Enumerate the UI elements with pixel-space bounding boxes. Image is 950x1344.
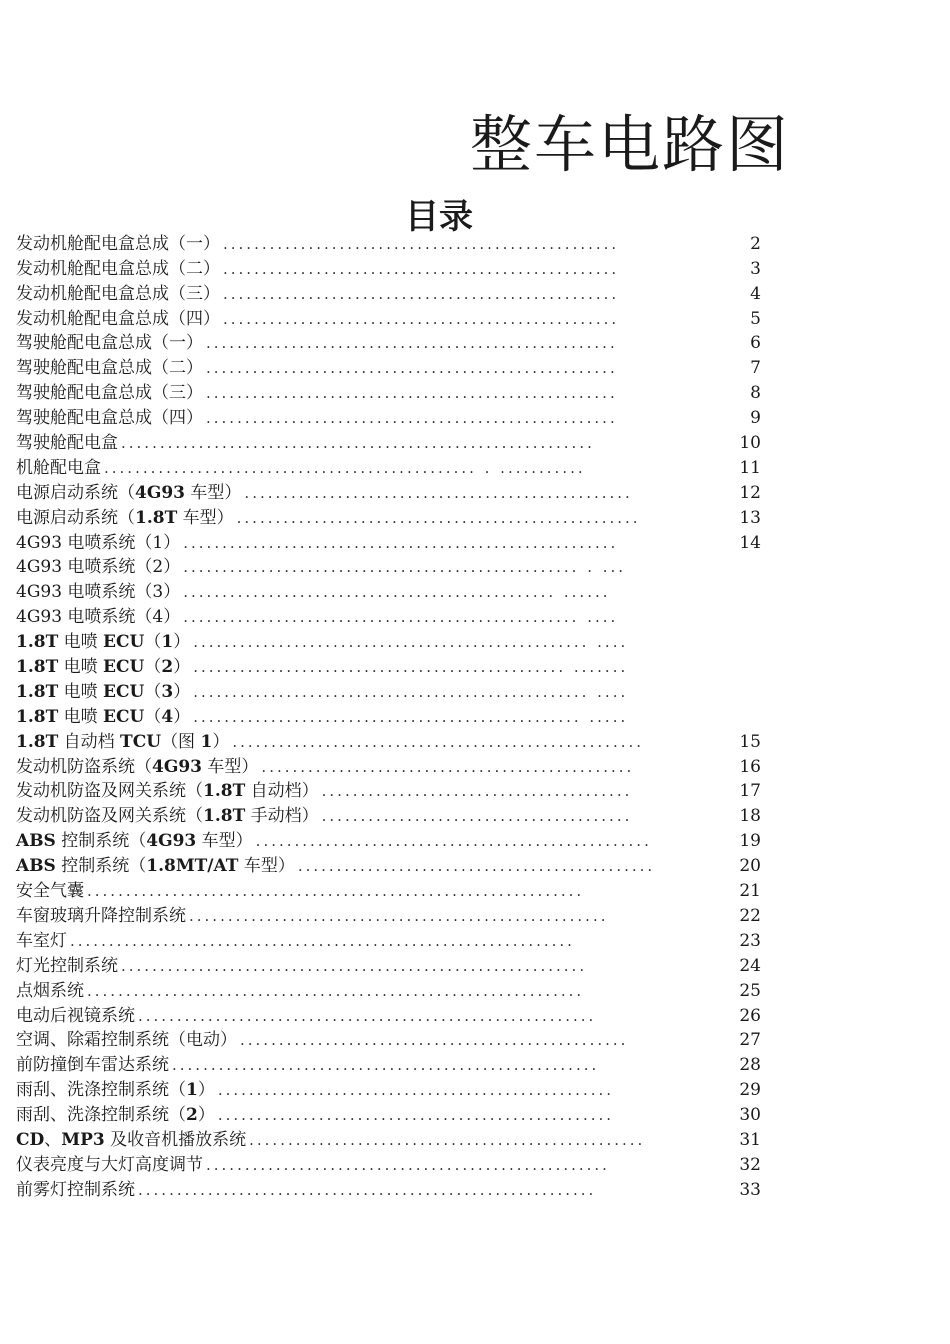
toc-page-number: 3 bbox=[750, 258, 761, 279]
toc-entry-label: 驾驶舱配电盒总成（四） bbox=[16, 408, 203, 429]
toc-leader-dots: ...................................................... bbox=[189, 906, 609, 925]
toc-entry-label: 1.8T 电喷 ECU（4） bbox=[16, 706, 191, 727]
toc-leader-dots: .................................................. ..... bbox=[193, 707, 629, 726]
toc-entry-label: 发动机舱配电盒总成（二） bbox=[16, 258, 220, 279]
toc-entry-label: 电动后视镜系统 bbox=[16, 1005, 135, 1026]
toc-page-number: 7 bbox=[750, 358, 761, 379]
toc-leader-dots: ................................................ bbox=[261, 757, 635, 776]
toc-entry-label: 1.8T 电喷 ECU（2） bbox=[16, 657, 191, 678]
toc-entry-label: 安全气囊 bbox=[16, 881, 84, 902]
toc-leader-dots: ................................................... bbox=[249, 1130, 646, 1149]
toc-entry-label: 发动机舱配电盒总成（四） bbox=[16, 308, 220, 329]
toc-page-number: 8 bbox=[750, 383, 761, 404]
toc-page-number: 13 bbox=[739, 507, 761, 528]
toc-entry-label: 1.8T 电喷 ECU（3） bbox=[16, 681, 191, 702]
toc-leader-dots: ....................................................... bbox=[172, 1056, 600, 1075]
toc-leader-dots: .................................................... bbox=[206, 1155, 610, 1174]
toc-entry-label: 发动机防盗系统（4G93 车型） bbox=[16, 756, 259, 777]
toc-leader-dots: ..................................................... bbox=[206, 334, 618, 353]
toc-entry[interactable] bbox=[16, 1026, 761, 1051]
toc-entry[interactable] bbox=[16, 752, 761, 777]
toc-leader-dots: ................................................ ...... bbox=[183, 583, 611, 602]
toc-leader-dots: ............................................................ bbox=[121, 956, 588, 975]
toc-page-number: 29 bbox=[739, 1080, 761, 1101]
toc-leader-dots: .................................................... bbox=[236, 508, 641, 527]
toc-entry-label: 雨刮、洗涤控制系统（1） bbox=[16, 1080, 215, 1101]
toc-entry[interactable] bbox=[16, 453, 761, 478]
toc-page-number: 25 bbox=[739, 980, 761, 1001]
toc-entry[interactable] bbox=[16, 403, 761, 428]
toc-entry-label: 驾驶舱配电盒总成（三） bbox=[16, 383, 203, 404]
toc-entry[interactable] bbox=[16, 478, 761, 503]
toc-page-number: 20 bbox=[739, 856, 761, 877]
toc-leader-dots: ........................................................... bbox=[138, 1006, 597, 1025]
page-title: 整车电路图 bbox=[470, 107, 791, 181]
toc-leader-dots: ............................................................. bbox=[121, 434, 595, 453]
toc-entry[interactable] bbox=[16, 528, 761, 553]
toc-page-number: 5 bbox=[750, 308, 761, 329]
toc-entry[interactable] bbox=[16, 1175, 761, 1200]
toc-page-number: 26 bbox=[739, 1005, 761, 1026]
toc-entry-label: 驾驶舱配电盒总成（二） bbox=[16, 358, 203, 379]
toc-entry[interactable] bbox=[16, 627, 761, 652]
toc-entry-label: 发动机防盗及网关系统（1.8T 自动档） bbox=[16, 781, 319, 802]
toc-leader-dots: ................................................................ bbox=[87, 882, 585, 901]
toc-entry[interactable] bbox=[16, 826, 761, 851]
toc-leader-dots: ................................................... .... bbox=[193, 682, 629, 701]
toc-leader-dots: ................................................... bbox=[223, 234, 620, 253]
toc-leader-dots: ................................................... bbox=[223, 284, 620, 303]
toc-entry[interactable] bbox=[16, 1100, 761, 1125]
toc-entry[interactable] bbox=[16, 254, 761, 279]
toc-leader-dots: ................................................... bbox=[217, 1106, 615, 1125]
toc-page-number: 4 bbox=[750, 283, 761, 304]
toc-entry[interactable] bbox=[16, 926, 761, 951]
toc-entry[interactable] bbox=[16, 727, 761, 752]
toc-heading: 目录 bbox=[405, 197, 473, 238]
toc-page-number: 15 bbox=[739, 731, 761, 752]
toc-entry[interactable] bbox=[16, 553, 761, 578]
toc-entry-label: 1.8T 自动档 TCU（图 1） bbox=[16, 731, 230, 752]
toc-page-number: 17 bbox=[739, 781, 761, 802]
toc-entry-label: 发动机防盗及网关系统（1.8T 手动档） bbox=[16, 806, 319, 827]
toc-page-number: 23 bbox=[739, 930, 761, 951]
toc-entry-label: 电源启动系统（1.8T 车型） bbox=[16, 507, 234, 528]
toc-entry[interactable] bbox=[16, 1150, 761, 1175]
toc-leader-dots: ................................................... bbox=[223, 309, 620, 328]
toc-page-number: 33 bbox=[739, 1179, 761, 1200]
toc-entry-label: 驾驶舱配电盒 bbox=[16, 433, 118, 454]
toc-leader-dots: ................................................................. bbox=[70, 931, 575, 950]
toc-leader-dots: ................................................ ....... bbox=[193, 658, 629, 677]
toc-entry-label: ABS 控制系统（1.8MT/AT 车型） bbox=[16, 856, 295, 877]
toc-leader-dots: ................................................ . ........... bbox=[104, 458, 586, 477]
toc-entry[interactable] bbox=[16, 428, 761, 453]
toc-page-number: 24 bbox=[739, 955, 761, 976]
toc-page-number: 27 bbox=[739, 1030, 761, 1051]
toc-entry[interactable] bbox=[16, 901, 761, 926]
toc-entry-label: CD、MP3 及收音机播放系统 bbox=[16, 1129, 247, 1150]
toc-leader-dots: .................................................. bbox=[244, 483, 633, 502]
toc-leader-dots: ........................................ bbox=[321, 807, 633, 826]
toc-entry-label: 灯光控制系统 bbox=[16, 955, 118, 976]
toc-leader-dots: ................................................... .... bbox=[183, 608, 619, 627]
toc-page-number: 22 bbox=[739, 905, 761, 926]
toc-entry[interactable] bbox=[16, 876, 761, 901]
toc-entry-label: 4G93 电喷系统（1） bbox=[16, 532, 181, 553]
toc-leader-dots: ................................................................ bbox=[87, 981, 585, 1000]
toc-page-number: 11 bbox=[739, 457, 761, 478]
toc-leader-dots: ..................................................... bbox=[206, 384, 618, 403]
toc-entry[interactable] bbox=[16, 279, 761, 304]
table-of-contents bbox=[16, 229, 761, 1200]
toc-entry-label: 4G93 电喷系统（4） bbox=[16, 607, 181, 628]
toc-leader-dots: .............................................. bbox=[297, 857, 656, 876]
toc-entry-label: 前雾灯控制系统 bbox=[16, 1179, 135, 1200]
toc-page-number: 21 bbox=[739, 881, 761, 902]
toc-entry-label: 仪表亮度与大灯高度调节 bbox=[16, 1154, 203, 1175]
toc-page-number: 19 bbox=[739, 831, 761, 852]
toc-entry-label: 发动机舱配电盒总成（三） bbox=[16, 283, 220, 304]
toc-leader-dots: ........................................................... bbox=[138, 1180, 597, 1199]
toc-entry[interactable] bbox=[16, 976, 761, 1001]
toc-page-number: 14 bbox=[739, 532, 761, 553]
toc-entry[interactable] bbox=[16, 652, 761, 677]
toc-page-number: 2 bbox=[750, 233, 761, 254]
toc-entry-label: 发动机舱配电盒总成（一） bbox=[16, 233, 220, 254]
toc-entry[interactable] bbox=[16, 304, 761, 329]
toc-page-number: 6 bbox=[750, 333, 761, 354]
toc-entry[interactable] bbox=[16, 801, 761, 826]
toc-entry-label: 雨刮、洗涤控制系统（2） bbox=[16, 1105, 215, 1126]
toc-entry[interactable] bbox=[16, 1001, 761, 1026]
toc-entry-label: 前防撞倒车雷达系统 bbox=[16, 1055, 169, 1076]
toc-entry-label: 电源启动系统（4G93 车型） bbox=[16, 482, 242, 503]
toc-entry-label: 车室灯 bbox=[16, 930, 67, 951]
toc-page-number: 16 bbox=[739, 756, 761, 777]
toc-entry-label: ABS 控制系统（4G93 车型） bbox=[16, 831, 253, 852]
toc-entry[interactable] bbox=[16, 602, 761, 627]
toc-leader-dots: ................................................... bbox=[255, 832, 652, 851]
toc-entry-label: 驾驶舱配电盒总成（一） bbox=[16, 333, 203, 354]
toc-page-number: 12 bbox=[739, 482, 761, 503]
toc-entry[interactable] bbox=[16, 1050, 761, 1075]
toc-leader-dots: ..................................................... bbox=[206, 409, 618, 428]
toc-page-number: 30 bbox=[739, 1105, 761, 1126]
toc-entry-label: 4G93 电喷系统（2） bbox=[16, 557, 181, 578]
toc-entry-label: 点烟系统 bbox=[16, 980, 84, 1001]
toc-page-number: 9 bbox=[750, 408, 761, 429]
toc-leader-dots: ..................................................... bbox=[232, 732, 645, 751]
toc-entry-label: 机舱配电盒 bbox=[16, 457, 101, 478]
toc-leader-dots: ........................................ bbox=[321, 782, 633, 801]
toc-entry[interactable] bbox=[16, 1125, 761, 1150]
toc-entry[interactable] bbox=[16, 951, 761, 976]
toc-leader-dots: ..................................................... bbox=[206, 359, 618, 378]
toc-leader-dots: ................................................... bbox=[223, 259, 620, 278]
toc-entry[interactable] bbox=[16, 503, 761, 528]
toc-leader-dots: ................................................... .... bbox=[193, 633, 629, 652]
toc-entry[interactable] bbox=[16, 229, 761, 254]
toc-entry[interactable] bbox=[16, 851, 761, 876]
toc-entry[interactable] bbox=[16, 577, 761, 602]
toc-entry[interactable] bbox=[16, 378, 761, 403]
toc-leader-dots: .................................................. bbox=[240, 1031, 629, 1050]
toc-page-number: 32 bbox=[739, 1154, 761, 1175]
toc-entry[interactable] bbox=[16, 1075, 761, 1100]
toc-entry-label: 空调、除霜控制系统（电动） bbox=[16, 1030, 237, 1051]
toc-entry[interactable] bbox=[16, 353, 761, 378]
toc-entry[interactable] bbox=[16, 702, 761, 727]
toc-leader-dots: ........................................................ bbox=[183, 533, 619, 552]
toc-page-number: 18 bbox=[739, 806, 761, 827]
toc-page-number: 10 bbox=[739, 433, 761, 454]
toc-entry-label: 4G93 电喷系统（3） bbox=[16, 582, 181, 603]
toc-entry[interactable] bbox=[16, 777, 761, 802]
toc-page-number: 31 bbox=[739, 1129, 761, 1150]
toc-page-number: 28 bbox=[739, 1055, 761, 1076]
toc-leader-dots: ................................................... . ... bbox=[183, 558, 627, 577]
toc-entry[interactable] bbox=[16, 329, 761, 354]
toc-entry[interactable] bbox=[16, 677, 761, 702]
toc-entry-label: 车窗玻璃升降控制系统 bbox=[16, 905, 186, 926]
toc-leader-dots: ................................................... bbox=[217, 1081, 615, 1100]
toc-entry-label: 1.8T 电喷 ECU（1） bbox=[16, 632, 191, 653]
